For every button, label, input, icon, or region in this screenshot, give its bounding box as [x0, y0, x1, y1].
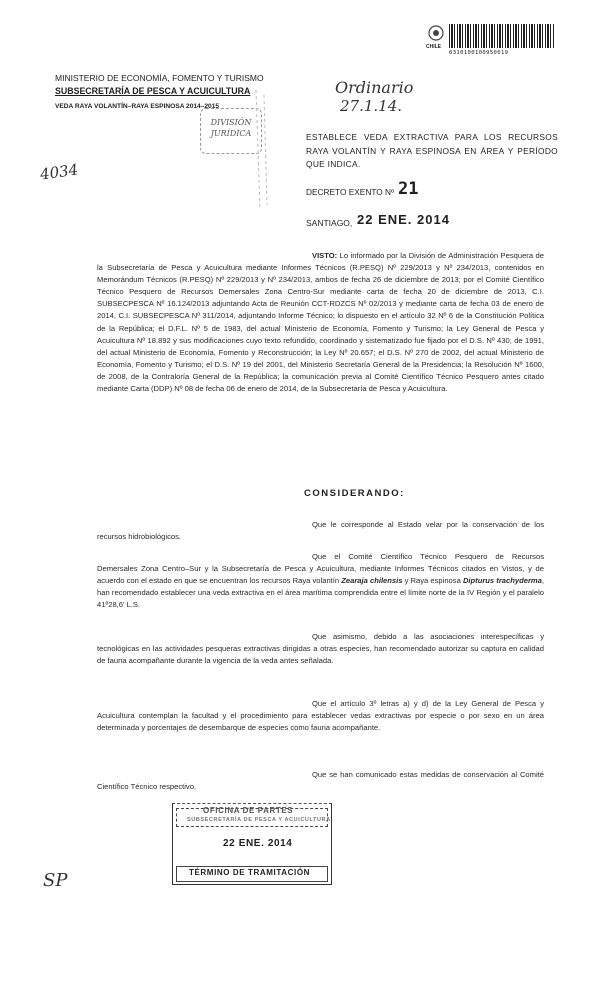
- handwritten-initials: SP: [43, 870, 68, 891]
- species-dipturus: Dipturus trachyderma: [462, 576, 542, 586]
- visto-paragraph: [97, 250, 544, 395]
- stamp-office: OFICINA DE PARTES: [203, 806, 294, 815]
- considerando-p4: Que el artículo 3º letras a) y d) de la Ley General de Pesca y Acuicultura contemplan la facultad y el procedimiento para establecer vedas extractivas por especie o por sexo en un área determinada y porcentajes de desembarque de especies como fauna acompañante.: [97, 699, 544, 733]
- stamp-date: 22 ENE. 2014: [223, 838, 293, 849]
- considerando-p2: Que el Comité Científico Técnico Pesquero de Recursos Demersales Zona Centro–Sur y la Subsecretaría de Pesca y Acuicultura, mediante Informes Técnicos citados en Vistos, y de acuerdo con el estado en que se encuentran los recursos Raya volantín Zearaja chilensis y Raya espinosa Dipturus trachyderma, han recomendado establecer una veda extractiva en el área marítima comprendida entre el límite norte de la IV Región y el paralelo 41º28,6' L.S.: [97, 552, 544, 610]
- division-stamp: DIVISIÓN JURÍDICA: [200, 108, 262, 154]
- decree-number: 21: [398, 179, 419, 199]
- visto-text: Lo informado por la División de Administración Pesquera de la Subsecretaría de Pesca y Acuicultura mediante Informes Técnicos (R.PESQ) Nº 229/2013 y Nº 234/2013, contenidos en Memorándum Técnicos (R.PESQ) Nº 229/2013 y Nº 234/2013, ambos de fecha 26 de diciembre de 2013; por el Comité Científico Técnico Pesquero de Recursos Demersales Zona Centro-Sur mediante carta de fecha 20 de diciembre de 2013, C.I. SUBSECPESCA Nº 16.124/2013 adjuntando Acta de Reunión CCT-RDZCS Nº 02/2013 y mediante carta de fecha 03 de enero de 2014, C.I. SUBSECPESCA Nº 311/2014, adjuntando Informe Técnico; lo dispuesto en el artículo 32 Nº 6 de la Constitución Política de la República; el D.F.L. Nº 5 de 1983, del actual Ministerio de Economía, Fomento y Turismo; la Ley General de Pesca y Acuicultura Nº 18.892 y sus modificaciones cuyo texto refundido, coordinado y sistematizado fue fijado por el D.S. Nº 430, de 1991, del actual Ministerio de Economía, Fomento y Reconstrucción; la Ley Nº 20.657; el D.S. Nº 270 de 2002, del actual Ministerio de Economía, Fomento y Turismo; el D.S. Nº 19 del 2001, del Ministerio Secretaría General de la Presidencia; la Resolución Nº 1600, de 2008, de la Contraloría General de la República; la comunicación previa al Comité Científico Técnico Pesquero antes citado mediante Carta (DDP) Nº 08 de fecha 06 de enero de 2014, de la Subsecretaría de Pesca y Acuicultura.: [97, 251, 544, 394]
- ban-reference: VEDA RAYA VOLANTÍN–RAYA ESPINOSA 2014–2015: [55, 103, 220, 110]
- decree-date: 22 ENE. 2014: [357, 212, 450, 227]
- handwritten-note: Ordinario: [335, 78, 414, 97]
- margin-number: 4034: [38, 160, 80, 184]
- oficina-partes-stamp: [172, 803, 332, 885]
- corner-stamp: [425, 22, 557, 60]
- considerando-p3: Que asimismo, debido a las asociaciones interespecíficas y tecnológicas en las actividades pesqueras extractivas dirigidas a otras especies, han recomendado autorizar su captura en calidad de fauna acompañante durante la vigencia de la veda antes señalada.: [97, 632, 544, 666]
- decree-label: DECRETO EXENTO Nº: [306, 187, 395, 197]
- vertical-stamp-marks: [248, 85, 278, 215]
- considerando-p5: Que se han comunicado estas medidas de conservación al Comité Científico Técnico respectivo.: [97, 770, 544, 792]
- barcode: [449, 24, 555, 48]
- undersecretariat-name: SUBSECRETARÍA DE PESCA Y ACUICULTURA: [55, 86, 251, 96]
- barcode-number: 0310100100950019: [449, 50, 509, 56]
- species-zearaja: Zearaja chilensis: [341, 576, 403, 586]
- visto-lead: VISTO:: [312, 251, 338, 260]
- ministry-name: MINISTERIO DE ECONOMÍA, FOMENTO Y TURISMO: [55, 73, 264, 83]
- decree-subject: ESTABLECE VEDA EXTRACTIVA PARA LOS RECURSOS RAYA VOLANTÍN Y RAYA ESPINOSA EN ÁREA Y PERÍODO QUE INDICA.: [306, 132, 558, 169]
- handwritten-date: 27.1.14.: [340, 97, 403, 115]
- considerando-heading: CONSIDERANDO:: [304, 488, 405, 499]
- corner-stamp-label: CHILE: [426, 44, 441, 50]
- stamp-footer: TÉRMINO DE TRAMITACIÓN: [189, 868, 311, 877]
- stamp-entity: SUBSECRETARÍA DE PESCA Y ACUICULTURA: [187, 817, 331, 823]
- decree-place: SANTIAGO,: [306, 218, 353, 228]
- considerando-p1: Que le corresponde al Estado velar por la conservación de los recursos hidrobiológicos.: [97, 520, 544, 542]
- chile-seal-icon: [427, 24, 445, 42]
